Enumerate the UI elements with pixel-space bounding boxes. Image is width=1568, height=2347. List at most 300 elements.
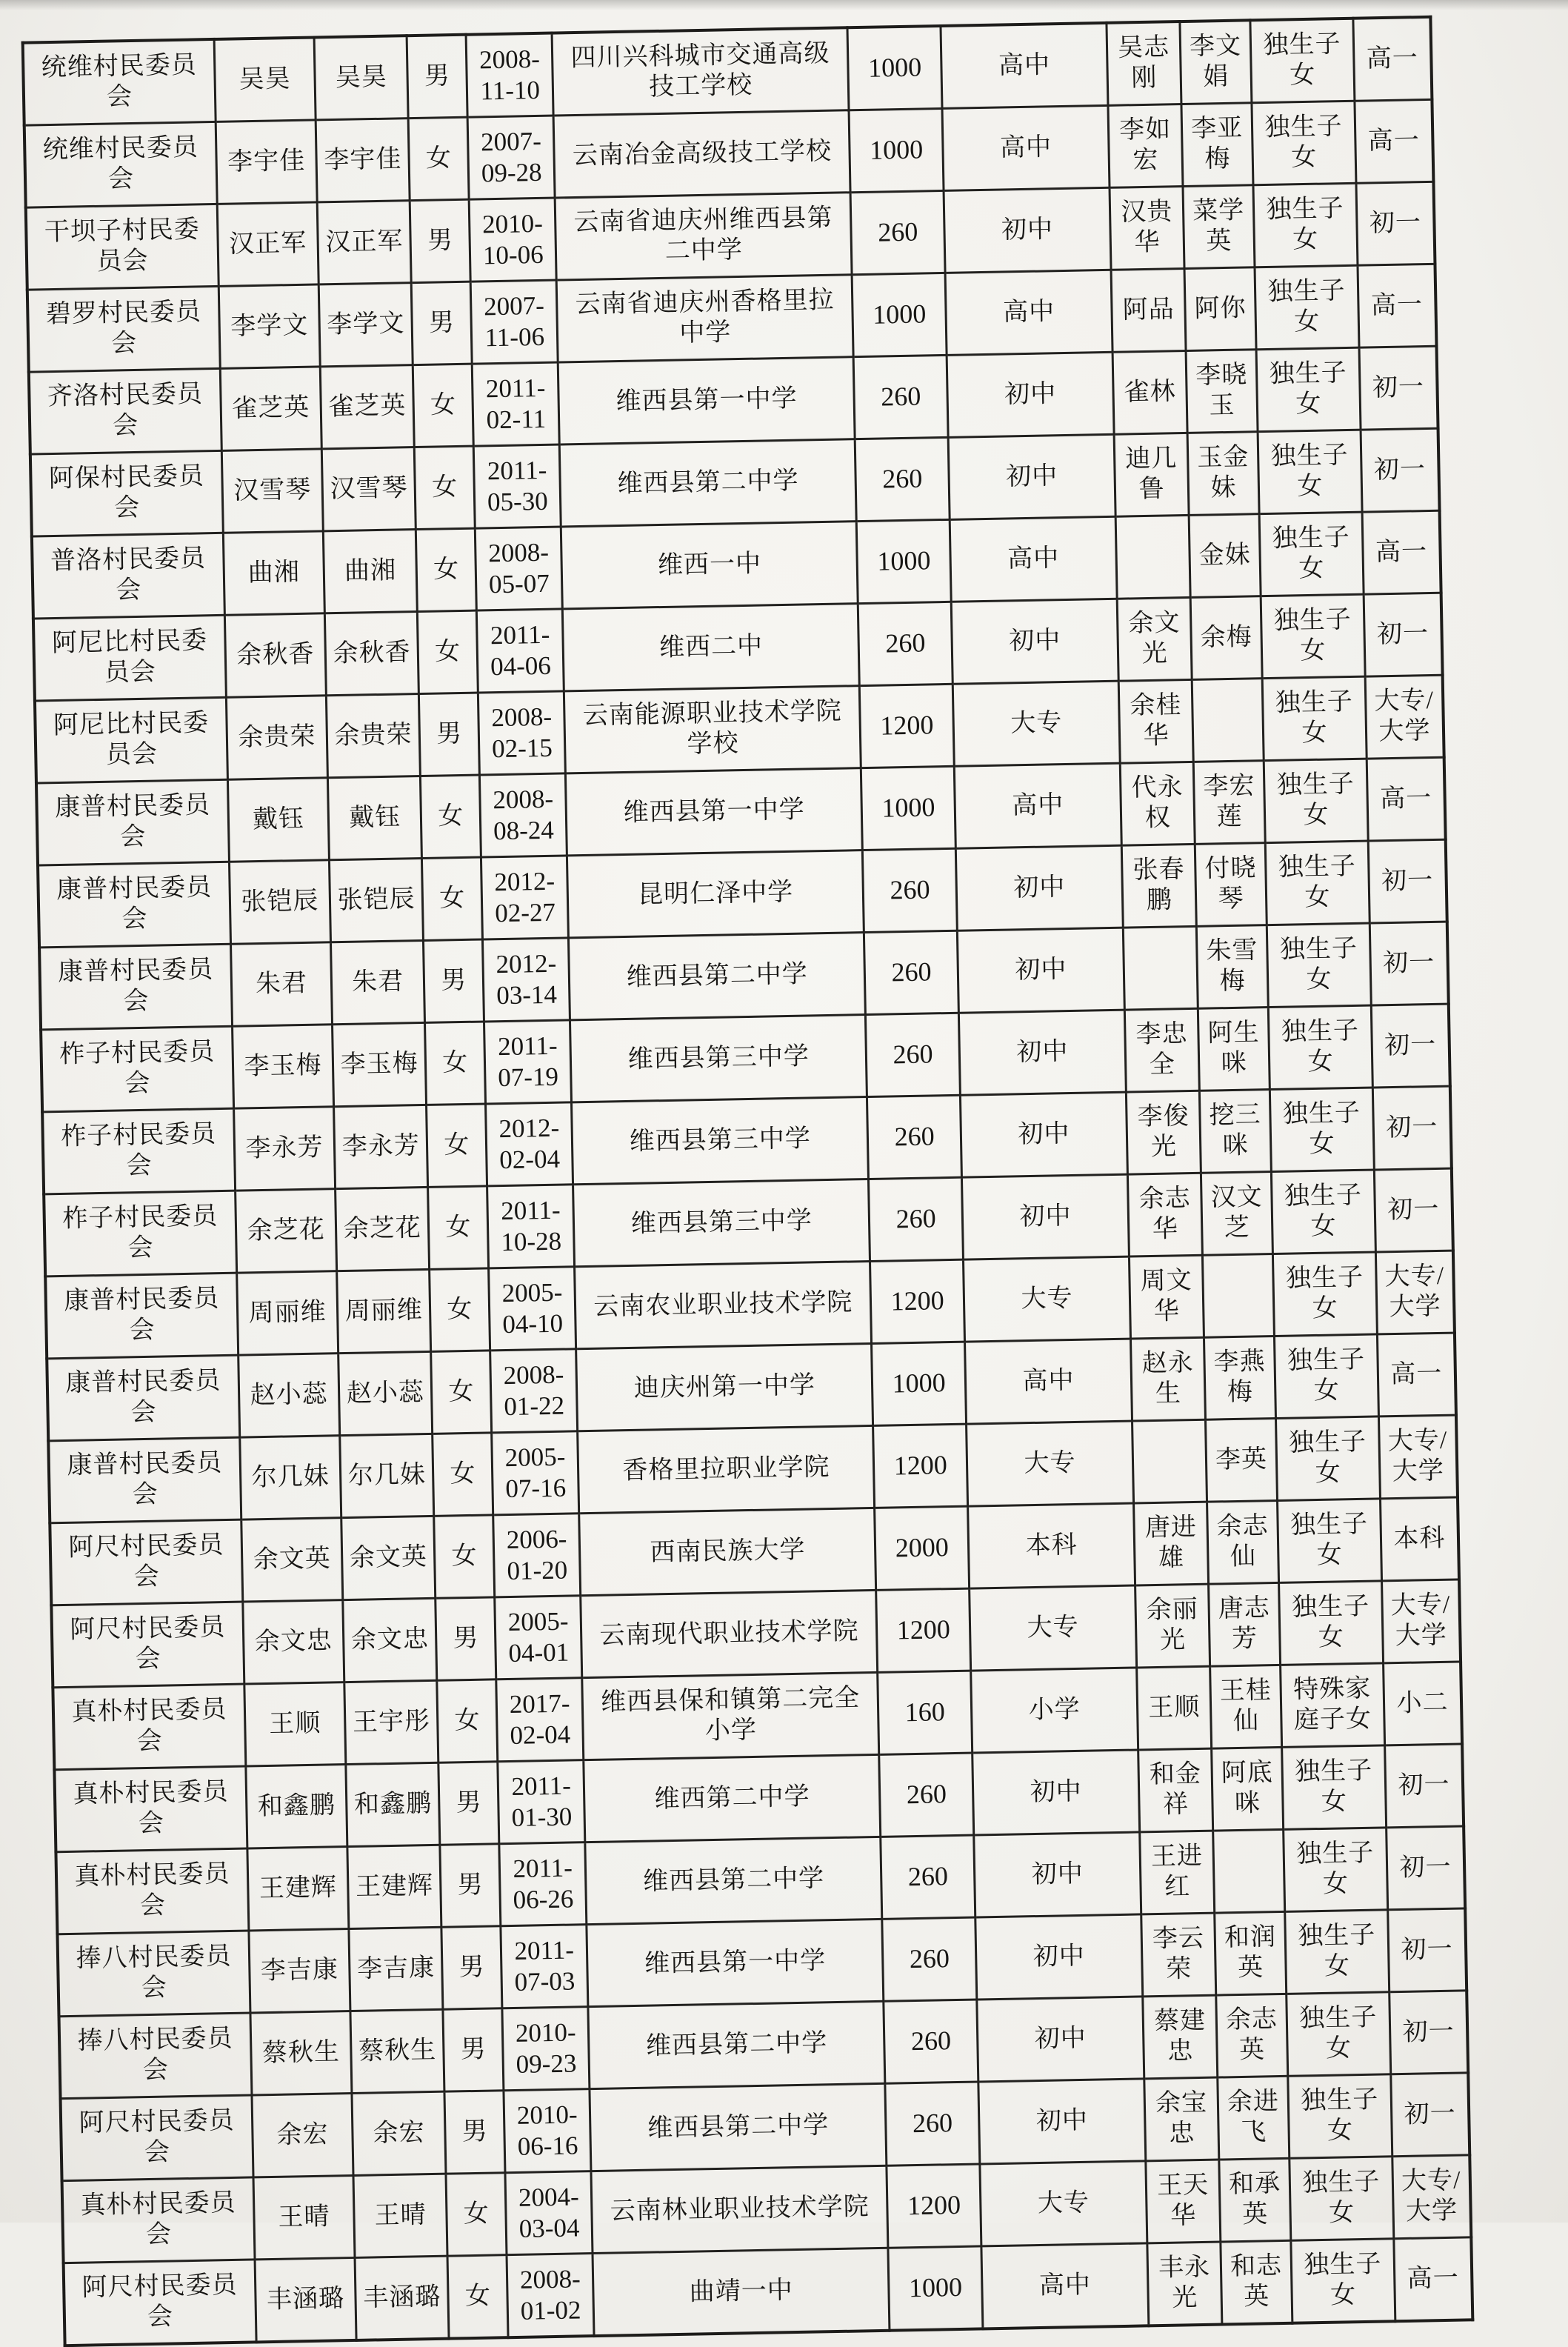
table-cell: 余文英 — [241, 1518, 343, 1602]
table-cell: 真朴村民委员会 — [54, 1766, 247, 1852]
table-cell: 2011-01-30 — [498, 1760, 585, 1844]
table-cell: 男 — [444, 2091, 505, 2174]
table-cell: 女 — [427, 1104, 487, 1187]
table-cell: 康普村民委员会 — [47, 1355, 240, 1441]
table-cell: 2011-07-03 — [501, 1925, 588, 2008]
table-cell: 王宇彤 — [344, 1680, 438, 1764]
table-cell: 2012-02-04 — [486, 1102, 573, 1186]
table-cell: 初中 — [947, 352, 1114, 437]
table-cell: 王桂仙 — [1210, 1665, 1282, 1748]
table-cell: 阿生咪 — [1198, 1008, 1270, 1091]
table-cell: 李如宏 — [1108, 104, 1183, 188]
table-cell: 云南农业职业技术学院 — [575, 1261, 872, 1348]
table-cell: 260 — [879, 1753, 973, 1837]
table-cell: 女 — [447, 2255, 508, 2339]
table-cell: 尔几妹 — [340, 1434, 434, 1517]
table-cell: 男 — [441, 1926, 502, 2009]
table-cell: 代永权 — [1120, 762, 1195, 845]
table-cell: 大专/大学 — [1375, 1251, 1455, 1334]
table-cell: 余桂华 — [1118, 679, 1193, 763]
table-cell: 张春鹏 — [1121, 844, 1196, 928]
table-cell: 王进红 — [1140, 1831, 1215, 1914]
table-cell: 维西二中 — [563, 604, 860, 691]
table-cell: 初一 — [1364, 593, 1443, 676]
table-cell: 1000 — [861, 766, 955, 850]
table-cell: 2010-10-06 — [469, 198, 556, 282]
table-cell: 2011-10-28 — [487, 1185, 575, 1268]
table-cell: 余芝花 — [236, 1189, 337, 1273]
table-cell: 本科 — [967, 1503, 1135, 1588]
table-cell: 初中 — [973, 1750, 1140, 1835]
table-cell: 2010-06-16 — [504, 2089, 591, 2173]
table-cell: 唐志芳 — [1209, 1582, 1281, 1666]
table-cell: 迪庆州第一中学 — [576, 1343, 873, 1431]
table-cell: 女 — [428, 1186, 489, 1269]
table-cell: 维西县第二中学 — [569, 933, 866, 1020]
table-cell: 丰涵璐 — [255, 2257, 356, 2342]
table-cell: 独生子女 — [1262, 676, 1367, 761]
table-cell: 男 — [438, 1762, 499, 1845]
table-cell: 真朴村民委员会 — [56, 1848, 249, 1934]
table-cell: 戴钰 — [227, 778, 329, 862]
table-cell: 初一 — [1391, 2073, 1470, 2157]
table-cell: 独生子女 — [1279, 1581, 1384, 1665]
table-cell: 高中 — [954, 763, 1121, 848]
table-cell: 康普村民委员会 — [45, 1273, 238, 1359]
table-cell: 李俊光 — [1127, 1091, 1201, 1174]
table-cell: 汉贵华 — [1110, 187, 1184, 270]
table-cell: 160 — [878, 1671, 972, 1754]
table-cell: 独生子女 — [1285, 1910, 1389, 1994]
table-cell: 余志仙 — [1207, 1500, 1279, 1584]
table-cell: 260 — [851, 190, 945, 274]
table-cell: 独生子女 — [1271, 1170, 1375, 1254]
table-cell: 初一 — [1387, 1826, 1466, 1910]
table-cell: 260 — [869, 1177, 963, 1261]
scan-edge-artifact — [0, 0, 1568, 10]
table-cell: 260 — [885, 2082, 979, 2165]
table-cell: 高一 — [1394, 2237, 1473, 2321]
table-cell: 高中 — [942, 105, 1110, 190]
table-cell: 初中 — [948, 434, 1115, 519]
table-cell: 女 — [413, 364, 474, 447]
table-cell: 康普村民委员会 — [48, 1437, 241, 1523]
table-cell: 260 — [867, 1095, 961, 1179]
table-cell: 高中 — [950, 516, 1117, 602]
table-cell: 王顺 — [1137, 1666, 1212, 1750]
table-cell: 男 — [410, 199, 471, 282]
table-cell: 2010-09-23 — [502, 2007, 590, 2091]
table-cell: 余志华 — [1128, 1173, 1203, 1256]
table-cell: 260 — [863, 848, 957, 932]
table-cell: 曲湘 — [323, 530, 417, 613]
table-cell: 2017-02-04 — [496, 1678, 584, 1762]
table-cell: 2011-06-26 — [499, 1842, 587, 1926]
table-cell: 高一 — [1353, 17, 1432, 101]
table-cell: 王建辉 — [247, 1847, 349, 1931]
table-container — [21, 16, 1475, 2347]
student-subsidy-records-table — [21, 16, 1475, 2347]
table-cell: 柞子村民委员会 — [42, 1108, 236, 1194]
table-cell: 初一 — [1384, 1744, 1464, 1828]
table-cell: 260 — [858, 602, 953, 685]
table-cell: 雀芝英 — [320, 365, 414, 449]
table-cell: 初一 — [1371, 1004, 1450, 1088]
table-cell: 初中 — [975, 1914, 1143, 2000]
table-cell: 初中 — [978, 2079, 1146, 2164]
table-cell: 真朴村民委员会 — [53, 1684, 246, 1770]
table-cell: 余贵荣 — [326, 694, 420, 778]
table-cell: 独生子女 — [1275, 1334, 1379, 1419]
table-cell: 丰涵璐 — [355, 2256, 449, 2340]
table-cell: 女 — [415, 446, 476, 529]
table-cell: 高一 — [1358, 264, 1437, 347]
table-cell: 1200 — [870, 1259, 964, 1343]
table-cell: 女 — [425, 1022, 486, 1105]
table-cell: 余进飞 — [1218, 2076, 1290, 2160]
table-cell: 2000 — [875, 1506, 969, 1590]
table-cell: 初中 — [961, 1174, 1129, 1259]
table-cell: 2008-11-10 — [466, 33, 553, 118]
table-cell: 独生子女 — [1284, 1828, 1388, 1912]
table-cell: 独生子女 — [1290, 2157, 1394, 2241]
table-cell: 2008-02-15 — [478, 691, 566, 775]
table-cell: 高中 — [945, 270, 1112, 355]
table-cell: 女 — [418, 610, 478, 693]
table-cell: 香格里拉职业学院 — [578, 1425, 875, 1513]
table-cell: 李亚梅 — [1181, 103, 1253, 187]
table-cell: 碧罗村民委员会 — [27, 286, 221, 372]
table-cell: 男 — [419, 693, 480, 776]
table-cell: 李学文 — [218, 284, 320, 368]
table-cell: 独生子女 — [1268, 1005, 1372, 1090]
table-cell: 初中 — [957, 928, 1124, 1013]
table-cell: 大专 — [953, 681, 1120, 766]
table-cell: 维西县第三中学 — [573, 1179, 870, 1267]
table-cell — [1213, 1829, 1285, 1913]
table-cell: 初一 — [1374, 1168, 1453, 1252]
table-cell: 小学 — [971, 1668, 1138, 1753]
table-cell: 初中 — [977, 1997, 1144, 2082]
table-cell: 1000 — [888, 2246, 982, 2331]
table-cell: 独生子女 — [1261, 594, 1365, 679]
table-cell: 李云荣 — [1141, 1913, 1216, 1997]
table-cell: 维西县第一中学 — [587, 1919, 884, 2006]
table-cell: 维西县第二中学 — [585, 1837, 882, 1924]
table-cell: 统维村民委员会 — [24, 121, 218, 207]
table-cell: 初中 — [944, 187, 1111, 273]
table-cell: 独生子女 — [1282, 1745, 1387, 1830]
table-cell: 初一 — [1368, 839, 1447, 923]
table-cell: 1200 — [860, 684, 954, 768]
table-cell: 王晴 — [353, 2174, 447, 2257]
table-cell — [1202, 1254, 1274, 1338]
table-cell: 朱雪梅 — [1196, 925, 1268, 1009]
table-cell: 独生子女 — [1259, 512, 1364, 596]
table-cell: 真朴村民委员会 — [62, 2177, 256, 2263]
table-cell: 2005-07-16 — [492, 1431, 579, 1515]
table-cell: 余秋香 — [324, 612, 418, 696]
table-cell: 260 — [864, 931, 958, 1014]
table-cell: 大专 — [980, 2161, 1147, 2246]
table-cell: 阿尺村民委员会 — [51, 1602, 244, 1688]
table-cell: 曲湘 — [223, 531, 324, 615]
table-cell: 2007-09-28 — [467, 116, 555, 199]
table-cell: 260 — [866, 1013, 960, 1096]
table-cell: 1200 — [887, 2164, 981, 2248]
table-cell: 尔几妹 — [240, 1436, 341, 1519]
table-cell: 特殊家庭子女 — [1281, 1663, 1385, 1748]
table-cell: 大专/大学 — [1365, 675, 1444, 759]
table-cell: 初一 — [1389, 1991, 1469, 2074]
table-cell: 1000 — [872, 1342, 966, 1425]
table-cell: 和志英 — [1221, 2240, 1292, 2324]
table-cell: 独生子女 — [1258, 430, 1362, 514]
table-cell: 独生子女 — [1255, 265, 1359, 350]
table-cell: 维西县第二中学 — [588, 2001, 885, 2088]
table-cell: 独生子女 — [1291, 2239, 1395, 2323]
table-cell: 独生子女 — [1270, 1088, 1374, 1172]
table-cell: 男 — [436, 1597, 496, 1680]
table-cell: 吴志刚 — [1107, 21, 1181, 105]
table-cell: 吴昊 — [214, 37, 316, 121]
table-cell: 维西一中 — [561, 522, 858, 609]
table-cell: 2011-02-11 — [472, 362, 559, 446]
table-cell: 初中 — [951, 599, 1118, 684]
table-cell: 王晴 — [253, 2175, 355, 2259]
table-cell: 朱君 — [231, 942, 333, 1026]
table-cell: 李永芳 — [234, 1107, 336, 1191]
table-cell: 蔡建忠 — [1143, 1995, 1218, 2079]
table-cell: 独生子女 — [1250, 19, 1355, 103]
table-cell: 曲靖一中 — [593, 2248, 890, 2336]
table-cell: 女 — [416, 528, 477, 611]
table-cell: 李燕梅 — [1204, 1336, 1276, 1420]
table-cell: 捧八村民委员会 — [59, 2013, 253, 2099]
table-cell: 李晓玉 — [1186, 350, 1258, 433]
table-cell: 和承英 — [1219, 2158, 1291, 2242]
table-cell — [1124, 926, 1198, 1010]
table-cell: 独生子女 — [1267, 923, 1371, 1008]
table-cell: 2008-01-02 — [507, 2254, 594, 2338]
table-cell: 初一 — [1356, 182, 1435, 265]
table-cell: 张铠辰 — [230, 860, 331, 944]
table-cell: 独生子女 — [1265, 841, 1370, 925]
table-cell: 付晓琴 — [1195, 843, 1267, 927]
table-cell: 余梅 — [1190, 596, 1262, 680]
table-cell: 初中 — [960, 1092, 1127, 1177]
table-cell: 260 — [855, 437, 950, 521]
table-cell: 汉正军 — [217, 202, 318, 286]
table-cell: 独生子女 — [1273, 1252, 1378, 1336]
table-cell: 大专/大学 — [1378, 1415, 1458, 1499]
table-cell: 普洛村民委员会 — [32, 533, 225, 619]
table-cell: 赵小蕊 — [338, 1351, 433, 1435]
table-cell: 260 — [884, 2000, 978, 2083]
table-cell: 阿尼比村民委员会 — [33, 615, 227, 701]
table-cell: 2007-11-06 — [470, 280, 558, 364]
table-cell: 阿品 — [1111, 268, 1186, 352]
table-cell: 初一 — [1370, 922, 1449, 1005]
table-cell: 玉金妹 — [1187, 432, 1259, 516]
table-cell: 蔡秋生 — [350, 2009, 444, 2093]
table-cell: 阿尺村民委员会 — [64, 2260, 257, 2346]
table-cell: 男 — [424, 939, 484, 1022]
table-cell: 初中 — [974, 1832, 1141, 1917]
table-cell: 维西县第二中学 — [590, 2083, 887, 2171]
table-cell: 1000 — [853, 273, 947, 356]
table-cell: 李英 — [1206, 1418, 1278, 1502]
table-cell: 统维村民委员会 — [23, 39, 216, 125]
table-cell: 李宇佳 — [216, 120, 317, 204]
table-cell: 朱君 — [330, 940, 424, 1024]
table-cell: 2006-01-20 — [493, 1514, 581, 1597]
table-cell: 柞子村民委员会 — [41, 1026, 234, 1112]
table-cell: 2004-03-04 — [505, 2171, 593, 2255]
table-cell: 维西县第一中学 — [558, 357, 855, 445]
table-cell: 余宝忠 — [1144, 2077, 1219, 2161]
table-cell: 云南现代职业技术学院 — [581, 1590, 878, 1677]
table-cell: 独生子女 — [1276, 1416, 1381, 1501]
table-cell: 云南冶金高级技工学校 — [553, 110, 850, 198]
table-cell: 初中 — [955, 845, 1123, 931]
table-cell: 大专 — [970, 1585, 1137, 1671]
table-cell: 男 — [407, 35, 468, 119]
table-cell: 维西县第三中学 — [572, 1097, 869, 1185]
table-cell: 2011-04-06 — [477, 609, 564, 693]
table-cell: 阿底咪 — [1212, 1747, 1284, 1831]
table-cell: 李宇佳 — [316, 119, 410, 202]
table-cell: 周丽维 — [237, 1271, 338, 1355]
table-cell: 金妹 — [1189, 514, 1261, 598]
table-cell: 挖三咪 — [1199, 1090, 1271, 1174]
table-cell: 初一 — [1372, 1086, 1452, 1170]
table-cell: 云南省迪庆州香格里拉中学 — [556, 275, 853, 362]
table-cell: 余芝花 — [336, 1187, 430, 1271]
table-cell: 高一 — [1367, 757, 1446, 841]
table-cell: 和润英 — [1215, 1911, 1287, 1995]
table-cell: 汉雪琴 — [321, 447, 416, 531]
table-cell: 阿保村民委员会 — [30, 450, 224, 536]
table-cell: 李吉康 — [349, 1927, 443, 2011]
table-cell: 2005-04-10 — [489, 1267, 576, 1351]
table-cell: 阿你 — [1184, 267, 1256, 351]
table-cell: 小二 — [1383, 1662, 1462, 1745]
table-cell: 高一 — [1355, 99, 1434, 183]
table-cell: 雀芝英 — [220, 367, 321, 450]
table-cell: 迪几鲁 — [1114, 433, 1189, 516]
table-cell: 独生子女 — [1278, 1499, 1382, 1583]
table-cell: 和鑫鹏 — [246, 1765, 347, 1848]
table-cell: 260 — [854, 355, 948, 439]
table-cell: 柞子村民委员会 — [44, 1191, 237, 1276]
table-cell: 云南省迪庆州维西县第二中学 — [555, 193, 852, 280]
table-cell: 初一 — [1361, 428, 1440, 512]
table-cell: 余宏 — [252, 2094, 353, 2177]
table-cell: 雀林 — [1112, 350, 1187, 434]
table-cell: 康普村民委员会 — [36, 779, 230, 865]
table-cell: 男 — [440, 1844, 501, 1927]
table-cell: 捧八村民委员会 — [57, 1931, 250, 2017]
table-cell — [1132, 1419, 1207, 1503]
table-cell: 余志英 — [1216, 1994, 1288, 2077]
table-cell: 1000 — [849, 108, 943, 192]
table-cell: 余文忠 — [243, 1600, 344, 1684]
table-cell: 昆明仁泽中学 — [567, 850, 864, 938]
table-cell — [1192, 679, 1264, 762]
table-cell: 男 — [412, 282, 473, 364]
table-cell: 李吉康 — [249, 1929, 350, 2013]
table-cell: 2008-08-24 — [480, 773, 567, 857]
table-cell: 吴昊 — [314, 36, 408, 120]
table-cell: 菜学英 — [1183, 185, 1255, 269]
table-cell: 康普村民委员会 — [39, 944, 233, 1030]
table-cell: 云南林业职业技术学院 — [591, 2165, 888, 2253]
table-cell: 大专/大学 — [1381, 1579, 1461, 1663]
table-cell: 康普村民委员会 — [38, 862, 231, 948]
table-cell: 周文华 — [1130, 1255, 1204, 1339]
table-cell: 男 — [443, 2008, 504, 2091]
table-cell: 余文忠 — [343, 1598, 437, 1682]
table-cell: 初一 — [1388, 1908, 1467, 1992]
table-cell: 干坝子村民委员会 — [26, 204, 219, 290]
table-cell: 女 — [421, 775, 481, 858]
table-cell: 大专 — [963, 1256, 1130, 1342]
table-cell: 维西县第一中学 — [566, 768, 863, 856]
table-cell: 2005-04-01 — [495, 1596, 582, 1679]
table-cell: 维西第二中学 — [584, 1754, 881, 1842]
table-cell: 1000 — [857, 519, 951, 603]
table-cell: 1200 — [873, 1424, 967, 1508]
table-cell: 高中 — [981, 2243, 1149, 2329]
table-cell: 2011-07-19 — [484, 1020, 572, 1104]
table-cell: 女 — [446, 2173, 507, 2256]
table-cell: 丰永光 — [1147, 2242, 1222, 2326]
table-cell: 阿尺村民委员会 — [50, 1519, 243, 1605]
table-cell: 2008-05-07 — [476, 527, 563, 610]
table-cell: 独生子女 — [1253, 183, 1358, 267]
table-cell: 赵永生 — [1131, 1337, 1206, 1421]
table-cell: 260 — [882, 1917, 976, 2001]
table-body — [23, 17, 1473, 2346]
table-cell: 独生子女 — [1264, 759, 1368, 843]
table-cell: 李忠全 — [1125, 1008, 1200, 1092]
table-cell: 李宏莲 — [1193, 761, 1265, 845]
table-cell: 260 — [881, 1835, 975, 1919]
table-cell: 2012-02-27 — [481, 856, 569, 939]
table-cell: 阿尺村民委员会 — [61, 2095, 254, 2181]
table-cell: 王顺 — [244, 1682, 346, 1766]
table-cell: 2011-05-30 — [474, 445, 561, 528]
table-cell: 女 — [433, 1433, 493, 1516]
table-cell: 1200 — [876, 1588, 970, 1672]
table-cell: 高一 — [1377, 1333, 1456, 1416]
table-cell: 张铠辰 — [329, 858, 423, 942]
table-cell: 本科 — [1380, 1497, 1459, 1581]
table-cell: 四川兴科城市交通高级技工学校 — [552, 27, 849, 116]
table-cell: 李玉梅 — [333, 1022, 427, 1106]
table-cell: 和鑫鹏 — [346, 1762, 440, 1846]
table-cell: 初一 — [1359, 346, 1438, 430]
table-cell: 云南能源职业技术学院学校 — [564, 686, 861, 773]
table-cell: 维西县保和镇第二完全小学 — [582, 1672, 879, 1760]
table-cell: 余贵荣 — [226, 696, 327, 779]
table-cell: 汉文芝 — [1201, 1172, 1272, 1256]
table-cell: 女 — [437, 1679, 498, 1762]
table-cell — [1115, 515, 1190, 599]
table-cell: 齐洛村民委员会 — [29, 368, 222, 454]
table-cell: 女 — [422, 857, 483, 940]
